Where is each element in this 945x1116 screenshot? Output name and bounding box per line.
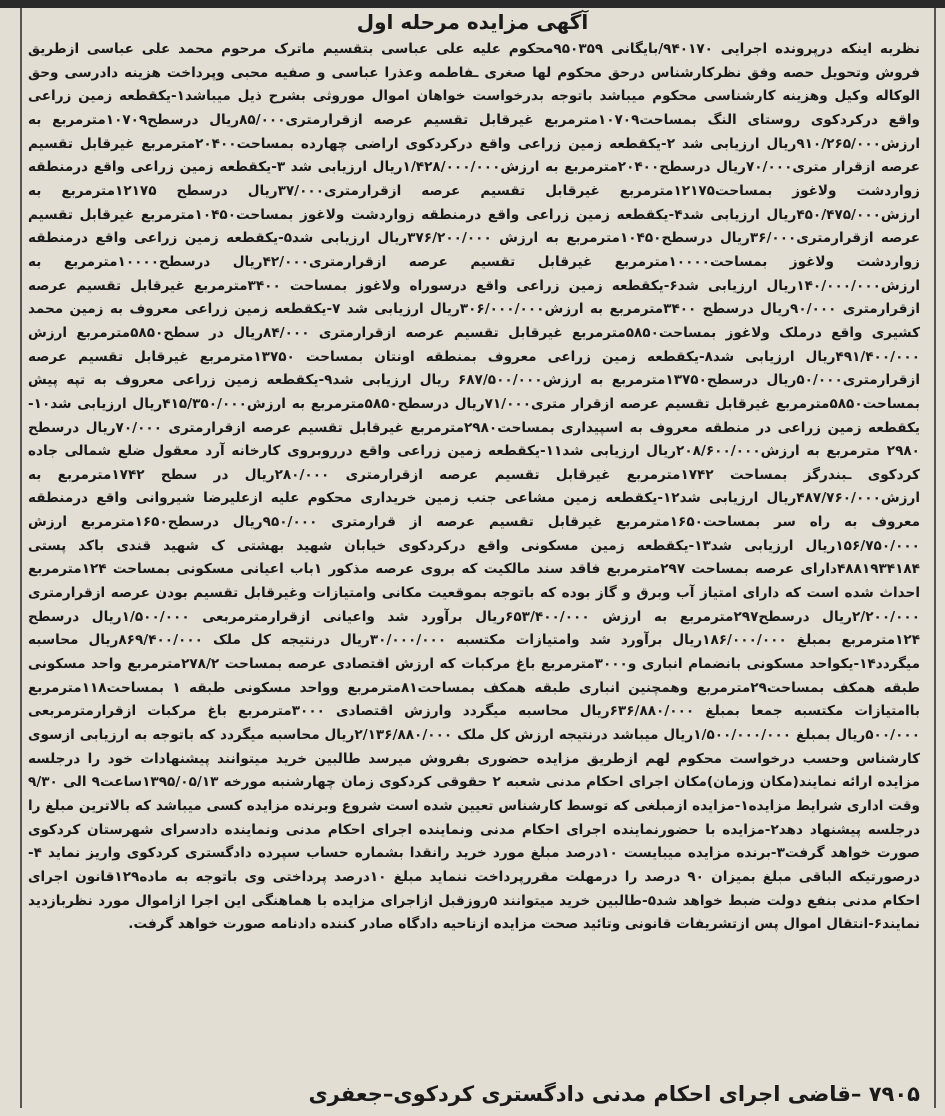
- notice-title: آگهی مزایده مرحله اول: [356, 10, 589, 34]
- notice-signature: ۷۹۰۵ –قاضی اجرای احکام مدنی دادگستری کردکوی–جعفری: [308, 1082, 920, 1106]
- masthead-strip: [0, 0, 945, 8]
- notice-body: نظربه اینکه درپرونده اجرایی ۹۴۰۱۷۰/بایگانی ۹۵۰۳۵۹محکوم علیه علی عباسی بتقسیم ماترک مرحوم محمد علی عباسی ازطریق فروش وتحویل حصه وفق نظرکارشناس درحق محکوم لها صغری ـفاطمه وعذرا عباسی و صفیه محبی وپرداخت هزینه دادرسی وحق الوکاله وکیل وهزینه کارشناسی محکوم میباشد باتوجه بدرخواست خواهان اموال موروثی بشرح ذیل میباشد۱-یکقطعه زمین زراعی واقع درکردکوی روستای النگ بمساحت۱۰۷۰۹مترمربع غیرقابل تقسیم عرصه ازقرارمتری۸۵/۰۰۰ریال درسطح۱۰۷۰۹مترمربع به ارزش۹۱۰/۲۶۵/۰۰۰ریال ارزیابی شد ۲-یکقطعه زمین زراعی واقع درکردکوی اراضی چهارده بمساحت۲۰۴۰۰مترمربع غیرقابل تقسیم عرصه ازقرار متری۷۰/۰۰۰ریال درسطح۲۰۴۰۰مترمربع به ارزش۱/۴۲۸/۰۰۰/۰۰۰ریال ارزیابی شد ۳-یکقطعه زمین زراعی واقع درمنطقه زواردشت ولاغوز بمساحت۱۲۱۷۵مترمربع غیرقابل تقسیم عرصه ازقرارمتری۳۷/۰۰۰ریال درسطح ۱۲۱۷۵مترمربع به ارزش۴۵۰/۴۷۵/۰۰۰ریال ارزیابی شد۴-یکقطعه زمین زراعی واقع درمنطقه زواردشت ولاغوز بمساحت۱۰۴۵۰مترمربع غیرقابل تقسیم عرصه ازقرارمتری۳۶/۰۰۰ریال درسطح۱۰۴۵۰مترمربع به ارزش ۳۷۶/۲۰۰/۰۰۰ریال ارزیابی شد۵-یکقطعه زمین زراعی واقع درمنطقه زواردشت ولاغوز بمساحت۱۰۰۰۰مترمربع غیرقابل تقسیم عرصه ازقرارمتری۴۲/۰۰۰ریال درسطح۱۰۰۰۰مترمربع به ارزش۱۴۰/۰۰۰/۰۰۰ریال ارزیابی شد۶-یکقطعه زمین زراعی واقع درسوراه ولاغوز بمساحت ۳۴۰۰مترمربع غیرقابل تقسیم عرصه ازقرارمتری ۹۰/۰۰۰ریال درسطح ۳۴۰۰مترمربع به ارزش۳۰۶/۰۰۰/۰۰۰ریال ارزیابی شد ۷-یکقطعه زمین زراعی معروف به زمین محمد کشیری واقع درملک ولاغوز بمساحت۵۸۵۰مترمربع غیرقابل تقسیم عرصه ازقرارمتری ۸۴/۰۰۰ریال در سطح۵۸۵۰مترمربع ارزش ۴۹۱/۴۰۰/۰۰۰ریال ارزیابی شد۸-یکقطعه زمین زراعی معروف بمنطقه اونتان بمساحت ۱۳۷۵۰مترمربع غیرقابل تقسیم عرصه ازقرارمتری۵۰/۰۰۰ریال درسطح۱۳۷۵۰مترمربع به ارزش۶۸۷/۵۰۰/۰۰۰ ریال ارزیابی شد۹-یکقطعه زمین زراعی معروف به تپه پیش بمساحت۵۸۵۰مترمربع غیرقابل تقسیم عرصه ازقرار متری۷۱/۰۰۰ریال درسطح۵۸۵۰مترمربع به ارزش۴۱۵/۳۵۰/۰۰۰ریال ارزیابی شد۱۰-یکقطعه زمین زراعی در منطقه معروف به اسپیداری بمساحت۲۹۸۰مترمربع غیرقابل تقسیم عرصه ازقرارمتری ۷۰/۰۰۰ریال درسطح ۲۹۸۰ مترمربع به ارزش۲۰۸/۶۰۰/۰۰۰ریال ارزیابی شد۱۱-یکقطعه زمین زراعی واقع درروبروی کارخانه آرد معقول ضلع شمالی جاده کردکوی ـبندرگز بمساحت ۱۷۴۲مترمربع غیرقابل تقسیم عرصه ازقرارمتری ۲۸۰/۰۰۰ریال در سطح ۱۷۴۲مترمربع به ارزش۴۸۷/۷۶۰/۰۰۰ریال ارزیابی شد۱۲-یکقطعه زمین مشاعی جنب زمین خریداری محکوم علیه ازعلیرضا شیروانی واقع درمنطقه معروف به راه سر بمساحت۱۶۵۰مترمربع غیرقابل تقسیم عرصه از قرارمتری ۹۵۰/۰۰۰ریال درسطح۱۶۵۰مترمربع ارزش ۱۵۶/۷۵۰/۰۰۰ریال ارزیابی شد۱۳-یکقطعه زمین مسکونی واقع درکردکوی خیابان شهید بهشتی ک شهید قندی باکد پستی ۴۸۸۱۹۳۴۱۸۴دارای عرصه بمساحت ۲۹۷مترمربع فاقد سند مالکیت که بروی عرصه مذکور ۱باب اعیانی مسکونی بمساحت ۱۲۴مترمربع احداث شده است که دارای امتیاز آب وبرق و گاز بوده که باتوجه بموقعیت مکانی وامتیازات وغیرقابل تقسیم بودن عرصه ازقرارمتری ۲/۲۰۰/۰۰۰ریال درسطح۲۹۷مترمربع به ارزش ۶۵۳/۴۰۰/۰۰۰ریال برآورد شد واعیانی ازقرارمترمربعی ۱/۵۰۰/۰۰۰ریال درسطح ۱۲۴مترمربع بمبلغ ۱۸۶/۰۰۰/۰۰۰ریال برآورد شد وامتیازات مکتسبه ۳۰/۰۰۰/۰۰۰ریال درنتیجه کل ملک ۸۶۹/۴۰۰/۰۰۰ریال محاسبه میگردد۱۴-یکواحد مسکونی بانضمام انباری و۳۰۰۰مترمربع باغ مرکبات که ارزش اقتصادی عرصه بمساحت ۲۷۸/۲مترمربع واحد مسکونی طبقه همکف بمساحت۲۹مترمربع وهمچنین انباری طبقه همکف بمساحت۸۱مترمربع وواحد مسکونی طبقه ۱ بمساحت۱۱۸مترمربع باامتیازات مکتسبه جمعا بمبلغ ۶۳۶/۸۸۰/۰۰۰ریال محاسبه میگردد وارزش اقتصادی ۳۰۰۰مترمربع باغ مرکبات ازقرارمترمربعی ۵۰۰/۰۰۰ریال بمبلغ ۱/۵۰۰/۰۰۰/۰۰۰ریال میباشد درنتیجه ارزش کل ملک ۲/۱۳۶/۸۸۰/۰۰۰ریال محاسبه میگردد که باتوجه به ارزیابی ازسوی کارشناس وحسب درخواست محکوم لهم ازطریق مزایده حضوری بفروش میرسد طالبین خرید میتوانند پیشنهادات خود را درجلسه مزایده ارائه نمایند(مکان وزمان)مکان اجرای احکام مدنی شعبه ۲ حقوقی کردکوی زمان چهارشنبه مورخه ۱۳۹۵/۰۵/۱۳ساعت۹ الی ۹/۳۰ وقت اداری شرایط مزایده۱-مزایده ازمبلغی که توسط کارشناس تعیین شده است شروع وبرنده مزایده کسی میباشد که بالاترین مبلغ را درجلسه پیشنهاد دهد۲-مزایده با حضورنماینده اجرای احکام مدنی ونماینده اجرای احکام مدنی ونماینده دادسرای شهرستان کردکوی صورت خواهد گرفت۳-برنده مزایده میبایست ۱۰درصد مبلغ مورد خرید رانقدا بشماره حساب سپرده دادگستری کردکوی واریز نماید ۴-درصورتیکه الباقی مبلغ بمیزان ۹۰ درصد را درمهلت مقررپرداخت ننماید مبلغ ۱۰درصد پرداختی وی باتوجه به ماده۱۲۹قانون اجرای احکام مدنی بنفع دولت ضبط خواهد شد۵-طالبین خرید میتوانند ۵روزقبل ازاجرای مزایده با هماهنگی این اجرا ازاموال مورد نظربازدید نمایند۶-انتقال اموال پس ازتشریفات قانونی وتائید صحت مزایده ازناحیه دادگاه صادر کننده دادنامه صورت خواهد گرفت.: [28, 41, 920, 933]
